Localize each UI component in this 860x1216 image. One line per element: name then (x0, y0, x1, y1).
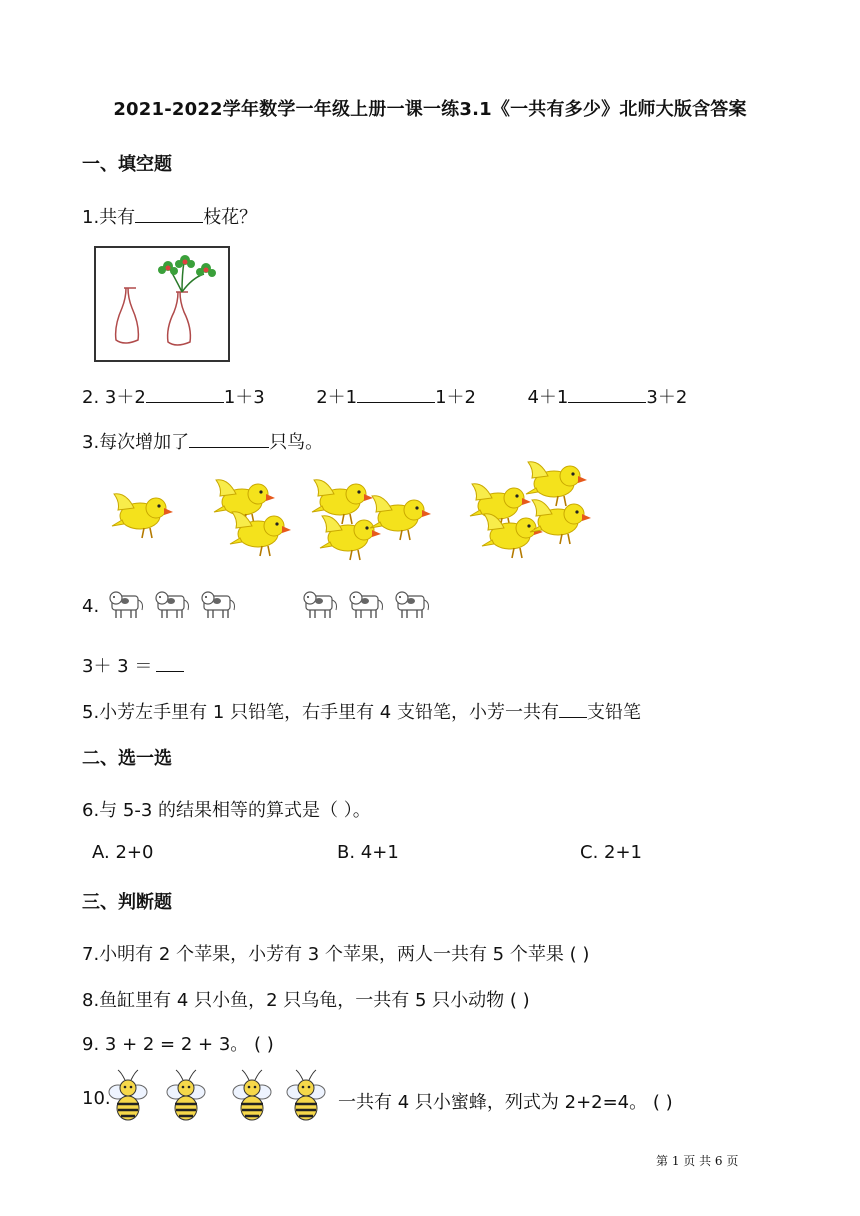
compare-a-right: 1＋3 (223, 387, 265, 408)
question-1 (82, 203, 257, 229)
answer-blank (189, 429, 269, 448)
question-8: 8.鱼缸里有 4 只小鱼，2 只乌龟，一共有 5 只小动物 ( ) (82, 990, 530, 1011)
answer-blank (135, 204, 203, 223)
compare-b-left: 2＋1 (316, 387, 358, 408)
bee-icon (109, 1070, 147, 1120)
bee-icon (233, 1070, 271, 1120)
flower-icon (196, 263, 216, 277)
bird-icon (320, 516, 381, 560)
bird-icon (482, 514, 543, 558)
option-a[interactable]: A. 2+0 (92, 842, 154, 863)
compare-a-left: 2. 3＋2 (82, 387, 146, 408)
cow-icon (156, 592, 189, 618)
section-heading-fill-blank: 一、填空题 (82, 154, 172, 175)
flower-vase-icon (168, 292, 191, 345)
answer-blank (156, 653, 184, 672)
equation-text: 3＋ 3 ＝ (82, 656, 153, 677)
question-5 (82, 698, 641, 724)
cow-icon (304, 592, 337, 618)
cow-icon (202, 592, 235, 618)
question-3 (82, 428, 323, 454)
flower-icon (158, 261, 178, 275)
option-b[interactable]: B. 4+1 (337, 842, 399, 863)
empty-vase-icon (116, 288, 139, 343)
option-c[interactable]: C. 2+1 (580, 842, 642, 863)
bee-icon (287, 1070, 325, 1120)
question-10-label: 10. (82, 1088, 111, 1109)
bird-icon (230, 512, 291, 556)
flower-icon (175, 255, 195, 268)
cow-icon (396, 592, 429, 618)
answer-blank (559, 699, 587, 718)
birds-picture (98, 462, 598, 562)
vases-with-flowers-illustration (96, 248, 228, 360)
question-5-prefix: 5.小芳左手里有 1 只铅笔，右手里有 4 支铅笔，小芳一共有 (82, 702, 559, 723)
answer-blank (568, 384, 646, 403)
question-4-label: 4. (82, 596, 100, 617)
answer-blank (357, 384, 435, 403)
question-10-text: 一共有 4 只小蜜蜂，列式为 2+2=4。 ( ) (338, 1092, 673, 1113)
vases-picture (94, 246, 230, 362)
cows-picture (106, 588, 446, 624)
bird-icon (112, 494, 173, 538)
bird-icon (312, 480, 373, 524)
question-6: 6.与 5-3 的结果相等的算式是（ ）。 (82, 800, 371, 821)
section-heading-true-false: 三、判断题 (82, 892, 172, 913)
cow-icon (350, 592, 383, 618)
question-5-suffix: 支铅笔 (586, 702, 641, 723)
page-footer: 第 1 页 共 6 页 (656, 1154, 739, 1168)
question-9: 9. 3 + 2 = 2 + 3。 ( ) (82, 1034, 274, 1055)
bird-icon (530, 500, 591, 544)
compare-b-right: 1＋2 (435, 387, 476, 408)
cow-icon (110, 592, 143, 618)
bees-picture (106, 1072, 338, 1122)
question-1-suffix: 枝花？ (203, 207, 258, 228)
compare-c-right: 3＋2 (646, 387, 688, 408)
question-3-suffix: 只鸟。 (269, 432, 324, 453)
compare-c-left: 4＋1 (527, 387, 569, 408)
question-7: 7.小明有 2 个苹果，小芳有 3 个苹果，两人一共有 5 个苹果 ( ) (82, 944, 590, 965)
question-3-prefix: 3.每次增加了 (82, 432, 190, 453)
page-title: 2021-2022学年数学一年级上册一课一练3.1《一共有多少》北师大版含答案 (113, 99, 747, 120)
bee-icon (167, 1070, 205, 1120)
question-1-prefix: 1.共有 (82, 207, 136, 228)
answer-blank (146, 384, 224, 403)
question-4-equation (82, 652, 184, 678)
question-2 (82, 383, 687, 409)
section-heading-choice: 二、选一选 (82, 748, 172, 769)
